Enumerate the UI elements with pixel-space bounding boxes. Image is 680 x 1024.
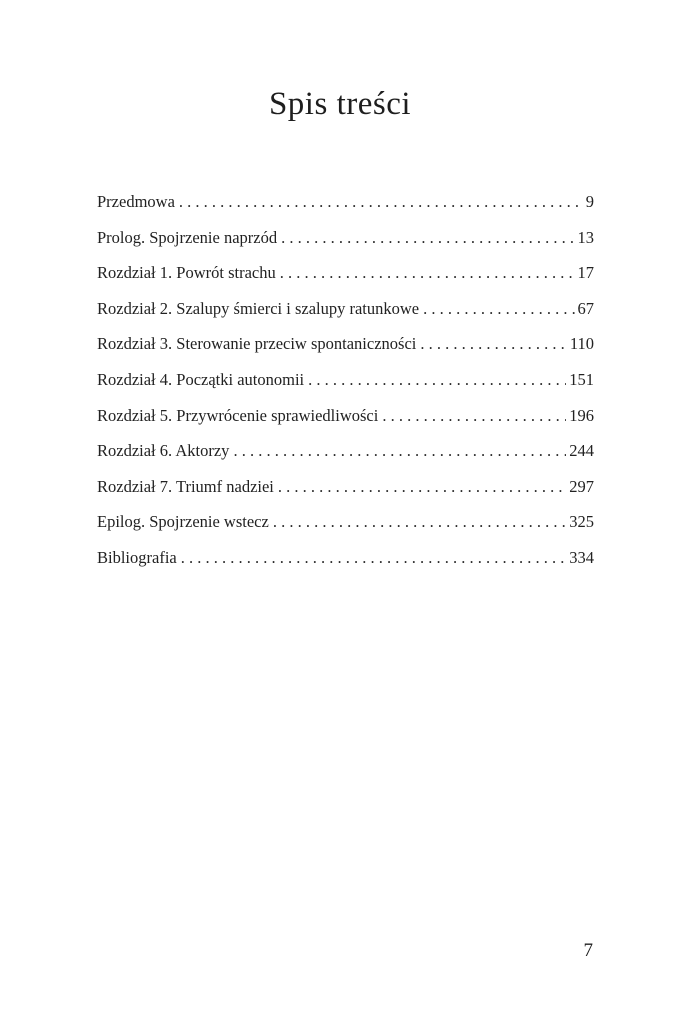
- toc-entry-label: Epilog. Spojrzenie wstecz: [97, 512, 269, 532]
- toc-entry-chapter-5[interactable]: [97, 404, 594, 440]
- dot-leader: [308, 368, 566, 392]
- toc-entry-page-number: 151: [569, 369, 594, 389]
- toc-entry-page-number: 17: [577, 263, 594, 283]
- dot-leader: [179, 190, 583, 214]
- toc-entry-page-number: 9: [585, 192, 594, 211]
- toc-entry-chapter-7[interactable]: [97, 475, 594, 511]
- dot-leader: [280, 261, 575, 285]
- dot-leader: [382, 404, 566, 428]
- toc-entry-chapter-3[interactable]: [97, 332, 594, 368]
- dot-leader: [233, 439, 566, 463]
- toc-entry-page-number: 334: [569, 547, 594, 567]
- toc-entry-page-number: 13: [577, 227, 594, 247]
- toc-entry-label: Bibliografia: [97, 547, 177, 567]
- toc-entry-label: Rozdział 4. Początki autonomii: [97, 369, 305, 389]
- toc-entry-chapter-2[interactable]: [97, 297, 594, 333]
- toc-entry-label: Rozdział 6. Aktorzy: [97, 441, 230, 461]
- toc-entry-label: Rozdział 1. Powrót strachu: [97, 263, 276, 283]
- toc-entry-chapter-4[interactable]: [97, 368, 594, 404]
- toc-entry-label: Rozdział 3. Sterowanie przeciw spontaniczności: [97, 334, 417, 354]
- toc-entry-prolog[interactable]: [97, 226, 594, 262]
- toc-entry-label: Rozdział 2. Szalupy śmierci i szalupy ratunkowe: [97, 298, 420, 318]
- toc-entry-page-number: 196: [569, 405, 594, 425]
- toc-entry-chapter-1[interactable]: [97, 261, 594, 297]
- table-of-contents: [97, 190, 594, 582]
- toc-entry-epilog[interactable]: [97, 510, 594, 546]
- toc-entry-label: Rozdział 5. Przywrócenie sprawiedliwości: [97, 405, 379, 425]
- toc-entry-page-number: 67: [577, 298, 594, 318]
- toc-entry-page-number: 297: [569, 476, 594, 496]
- toc-entry-bibliografia[interactable]: [97, 546, 594, 582]
- toc-entry-chapter-6[interactable]: [97, 439, 594, 475]
- toc-entry-page-number: 110: [569, 334, 594, 354]
- toc-entry-label: Prolog. Spojrzenie naprzód: [97, 227, 278, 247]
- dot-leader: [420, 332, 567, 356]
- page-number: 7: [583, 940, 593, 961]
- dot-leader: [423, 297, 574, 321]
- toc-entry-page-number: 244: [569, 441, 594, 461]
- dot-leader: [281, 226, 574, 250]
- dot-leader: [181, 546, 567, 570]
- toc-entry-page-number: 325: [569, 512, 594, 532]
- page-title: Spis treści: [268, 86, 412, 122]
- toc-entry-label: Przedmowa: [97, 192, 175, 211]
- dot-leader: [273, 510, 566, 534]
- toc-entry-przedmowa[interactable]: [97, 190, 594, 226]
- toc-entry-label: Rozdział 7. Triumf nadziei: [97, 476, 274, 496]
- dot-leader: [278, 475, 566, 499]
